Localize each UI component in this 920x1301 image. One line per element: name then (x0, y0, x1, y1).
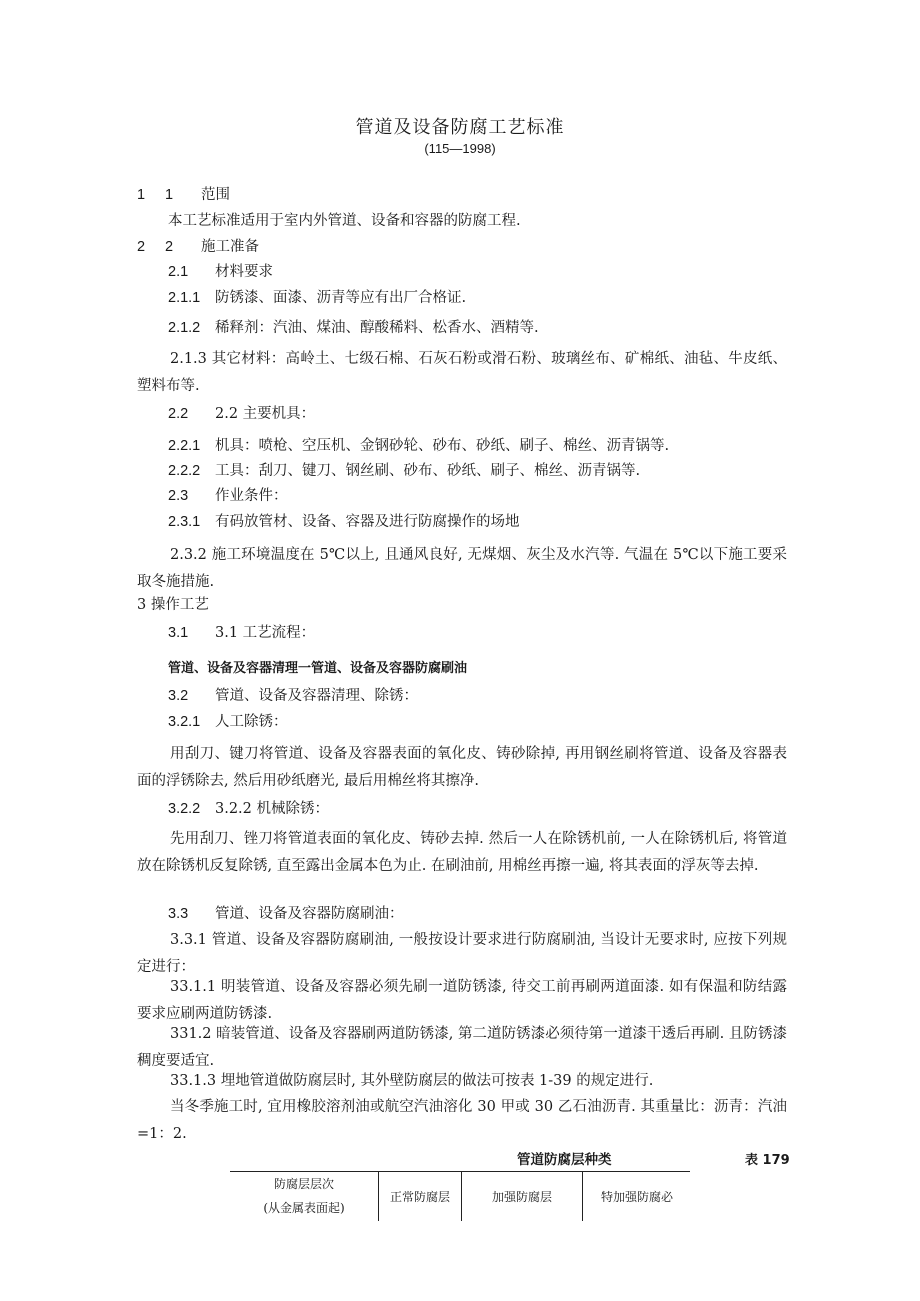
section-2-3: 2.3 作业条件： (168, 488, 288, 504)
section-2-2-1: 2.2.1 机具：喷枪、空压机、金钢砂轮、砂布、砂纸、刷子、棉丝、沥青锅等. (168, 438, 670, 454)
section-3-2-1: 3.2.1 人工除锈： (168, 714, 288, 730)
header-layer-line2: (从金属表面起) (263, 1201, 345, 1215)
section-3-2-2: 3.2.2 3.2.2 机械除锈： (168, 801, 330, 817)
section-3-2: 3.2 管道、设备及容器清理、除锈： (168, 688, 418, 704)
header-layer (230, 1171, 379, 1221)
table-label: 表 179 (745, 1153, 790, 1168)
header-layer-line1: 防腐层层次 (273, 1177, 334, 1191)
section-3-3-1-1: 33.1.1 明装管道、设备及容器必须先刷一道防锈漆, 待交工前再刷两道面漆. 如有保温和防结露要求应刷两道防锈漆. (137, 979, 787, 1022)
section-3-heading: 3 操作工艺 (137, 597, 209, 613)
section-2-1: 2.1 材料要求 (168, 264, 273, 280)
section-1-heading: 1 1 范围 (137, 187, 230, 203)
section-3-3-1: 3.3.1 管道、设备及容器防腐刷油, 一般按设计要求进行防腐刷油, 当设计无要求时, 应按下列规定进行： (137, 932, 787, 975)
section-2-2: 2.2 2.2 主要机具： (168, 406, 316, 422)
header-reinforced: 加强防腐层 (462, 1171, 583, 1221)
table-header-row (230, 1171, 691, 1221)
section-2-1-2: 2.1.2 稀释剂：汽油、煤油、醇酸稀料、松香水、酒精等. (168, 320, 539, 336)
section-1-body: 本工艺标准适用于室内外管道、设备和容器的防腐工程. (168, 213, 521, 229)
coating-table (230, 1171, 691, 1221)
section-3-3-1-2: 331.2 暗装管道、设备及容器刷两道防锈漆, 第二道防锈漆必须待第一道漆干透后再刷. 且防锈漆稠度要适宜. (137, 1026, 787, 1069)
section-2-1-1: 2.1.1 防锈漆、面漆、沥青等应有出厂合格证. (168, 290, 467, 306)
section-2-3-1: 2.3.1 有码放管材、设备、容器及进行防腐操作的场地 (168, 514, 520, 530)
winter-note: 当冬季施工时, 宜用橡胶溶剂油或航空汽油溶化 30 甲或 30 乙石油沥青. 其重量比：沥青：汽油=1：2. (137, 1099, 787, 1142)
header-normal: 正常防腐层 (379, 1171, 462, 1221)
section-3-3-1-3: 33.1.3 埋地管道做防腐层时, 其外壁防腐层的做法可按表 1-39 的规定进行. (170, 1073, 654, 1089)
section-3-3: 3.3 管道、设备及容器防腐刷油： (168, 906, 404, 922)
section-2-2-2: 2.2.2 工具：刮刀、键刀、钢丝刷、砂布、砂纸、刷子、棉丝、沥青锅等. (168, 463, 641, 479)
section-3-1: 3.1 3.1 工艺流程： (168, 625, 316, 641)
standard-number: (115—1998) (424, 141, 496, 156)
table-caption: 管道防腐层种类 (517, 1152, 612, 1168)
header-extra-reinforced: 特加强防腐必 (583, 1171, 692, 1221)
section-2-1-3: 2.1.3 其它材料：高岭土、七级石棉、石灰石粉或滑石粉、玻璃丝布、矿棉纸、油毡、牛皮纸、塑料布等. (137, 351, 787, 394)
section-2-heading: 2 2 施工准备 (137, 239, 259, 255)
process-flow: 管道、设备及容器清理一管道、设备及容器防腐刷油 (168, 661, 468, 676)
section-2-3-2: 2.3.2 施工环境温度在 5℃以上, 且通风良好, 无煤烟、灰尘及水汽等. 气温在 5℃以下施工要采取冬施措施. (137, 547, 787, 590)
section-3-2-2-body: 先用刮刀、锉刀将管道表面的氧化皮、铸砂去掉. 然后一人在除锈机前, 一人在除锈机后, 将管道放在除锈机反复除锈, 直至露出金属本色为止. 在刷油前, 用棉丝再擦一遍, 将其表面的浮灰等去掉. (137, 831, 787, 874)
page-title: 管道及设备防腐工艺标准 (355, 117, 565, 138)
section-3-2-1-body: 用刮刀、键刀将管道、设备及容器表面的氧化皮、铸砂除掉, 再用钢丝刷将管道、设备及容器表面的浮锈除去, 然后用砂纸磨光, 最后用棉丝将其擦净. (137, 746, 787, 789)
